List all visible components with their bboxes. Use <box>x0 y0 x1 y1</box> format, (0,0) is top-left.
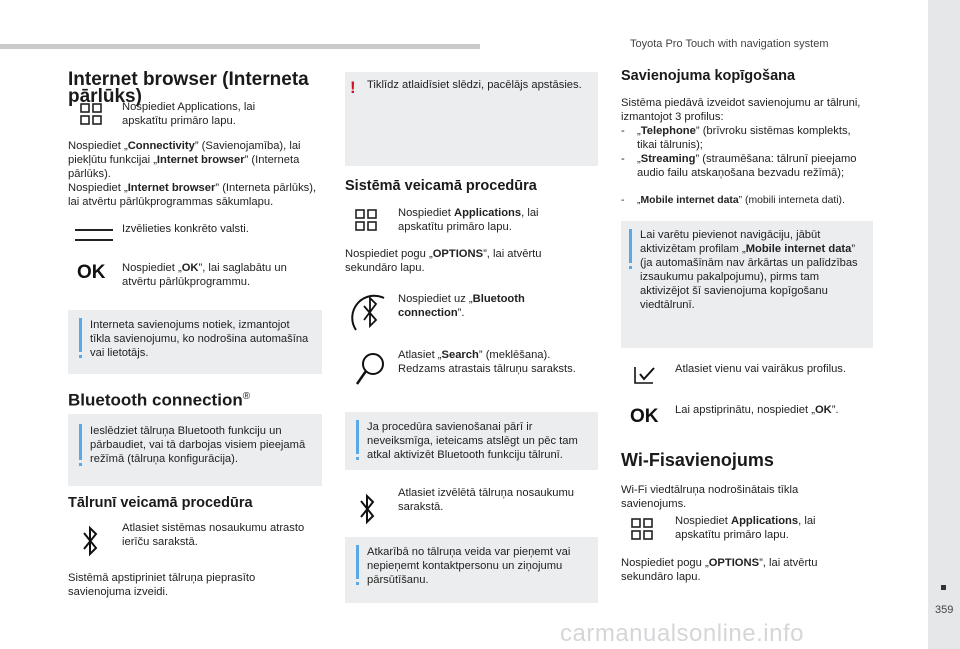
apps-instruction: Nospiediet Applications, lai apskatītu primāro lapu. <box>675 515 816 541</box>
top-bar <box>0 44 480 49</box>
info-bt-text: Ieslēdziet tālruņa Bluetooth funkciju un pārbaudiet, vai tā darbojas visiem pieejamā režīmā (tālruņa konfigurācija). <box>90 425 306 465</box>
ok-icon: OK <box>77 262 106 283</box>
select-profiles-instruction: Atlasiet vienu vai vairākus profilus. <box>675 363 846 375</box>
info-icon <box>356 420 359 454</box>
info-failed-text: Ja procedūra savienošanai pārī ir neveiksmīga, ieteicams atslēgt un pēc tam atkal aktivizēt Bluetooth funkciju tālrunī. <box>367 421 578 461</box>
bluetooth-icon <box>82 524 98 558</box>
applications-grid-icon <box>631 518 653 540</box>
apps-instruction: Nospiediet Applications, lai apskatītu primāro lapu. <box>398 207 539 233</box>
info-box-failed <box>345 412 598 470</box>
search-icon <box>355 352 385 386</box>
sharing-intro: Sistēma piedāvā izveidot savienojumu ar tālruni, izmantojot 3 profilus: <box>621 97 861 123</box>
bluetooth-connection-icon <box>350 292 390 336</box>
info-box-internet <box>68 310 322 374</box>
info-box-contacts <box>345 537 598 603</box>
info-icon <box>79 424 82 460</box>
watermark: carmanualsonline.info <box>560 620 804 647</box>
connectivity-paragraph: Nospiediet „Connectivity” (Savienojamība), lai piekļūtu funkcijai „Internet browser” (Interneta pārlūks). <box>68 140 301 180</box>
profile-mobile-data: - „Mobile internet data” (mobili interneta dati). <box>621 195 845 206</box>
info-box-bluetooth <box>68 414 322 486</box>
info-icon <box>356 545 359 579</box>
browser-paragraph: Nospiediet „Internet browser” (Interneta pārlūks), lai atvērtu pārlūkprogrammas sākumlapu. <box>68 182 317 208</box>
info-box-navigation <box>621 221 873 348</box>
page-number: 359 <box>935 604 954 616</box>
warning-box <box>345 72 598 166</box>
profile-telephone: - „Telephone” (brīvroku sistēmas komplekts, tikai tālrunis); <box>621 125 851 151</box>
checkbox-icon <box>633 365 657 385</box>
heading-system-procedure: Sistēmā veicamā procedūra <box>345 178 537 194</box>
select-phone-instruction: Atlasiet izvēlētā tālruņa nosaukumu sarakstā. <box>398 487 574 513</box>
side-strip <box>928 0 960 649</box>
warning-icon: ! <box>350 78 356 97</box>
applications-grid-icon <box>355 209 377 231</box>
confirm-ok-instruction: Lai apstiprinātu, nospiediet „OK”. <box>675 404 839 416</box>
heading-phone-procedure: Tālrunī veicamā procedūra <box>68 495 253 511</box>
wifi-paragraph: Wi-Fi viedtālruņa nodrošinātais tīkla savienojums. <box>621 484 799 510</box>
apps-instruction: Nospiediet Applications, lai apskatītu primāro lapu. <box>122 101 256 127</box>
bluetooth-icon <box>359 492 375 526</box>
ok-instruction: Nospiediet „OK”, lai saglabātu un atvērtu pārlūkprogrammu. <box>122 262 287 288</box>
profiles-list <box>621 124 871 208</box>
options-paragraph: Nospiediet pogu „OPTIONS”, lai atvērtu sekundāro lapu. <box>621 557 818 583</box>
confirm-paragraph: Sistēmā apstipriniet tālruņa pieprasīto savienojuma izveidi. <box>68 572 256 598</box>
options-paragraph: Nospiediet pogu „OPTIONS”, lai atvērtu sekundāro lapu. <box>345 248 542 274</box>
applications-grid-icon <box>80 103 102 125</box>
info-icon <box>629 229 632 263</box>
bt-list-instruction: Atlasiet sistēmas nosaukumu atrasto ierīču sarakstā. <box>122 522 305 548</box>
heading-bluetooth-connection: Bluetooth connection® <box>68 390 251 410</box>
heading-wifi: Wi-Fisavienojums <box>621 450 774 470</box>
info-nav-text: Lai varētu pievienot navigāciju, jābūt aktivizētam profilam „Mobile internet data” (ja automašīnām nav ārkārtas un palīdzības izsaukumu pakalpojumu), pirms tam aktivizējot šī savienojuma kopīgošanu viedtālrunī. <box>640 229 858 311</box>
country-list-icon <box>75 229 113 241</box>
info-contacts-text: Atkarībā no tālruņa veida var pieņemt vai nepieņemt kontaktpersonu un ziņojumu pārsūtīšanu. <box>367 546 571 586</box>
heading-connection-sharing: Savienojuma kopīgošana <box>621 68 796 84</box>
country-instruction: Izvēlieties konkrēto valsti. <box>122 223 249 235</box>
profile-streaming: - „Streaming” (straumēšana: tālrunī pieejamo audio failu atskaņošana bezvadu režīmā); <box>621 153 857 179</box>
warning-text: Tiklīdz atlaidīsiet slēdzi, pacēlājs apstāsies. <box>367 79 582 91</box>
page-header: Toyota Pro Touch with navigation system <box>630 38 829 50</box>
info-icon <box>79 318 82 352</box>
bt-connection-instruction: Nospiediet uz „Bluetooth connection”. <box>398 293 525 319</box>
ok-icon: OK <box>630 406 659 427</box>
page-dot <box>941 585 946 590</box>
search-instruction: Atlasiet „Search” (meklēšana). Redzams atrastais tālruņu saraksts. <box>398 349 576 375</box>
heading-internet-browser: Internet browser (Interneta pārlūks) <box>68 69 309 107</box>
info-internet-text: Interneta savienojums notiek, izmantojot tīkla savienojumu, ko nodrošina automašīna vai lietotājs. <box>90 319 309 359</box>
